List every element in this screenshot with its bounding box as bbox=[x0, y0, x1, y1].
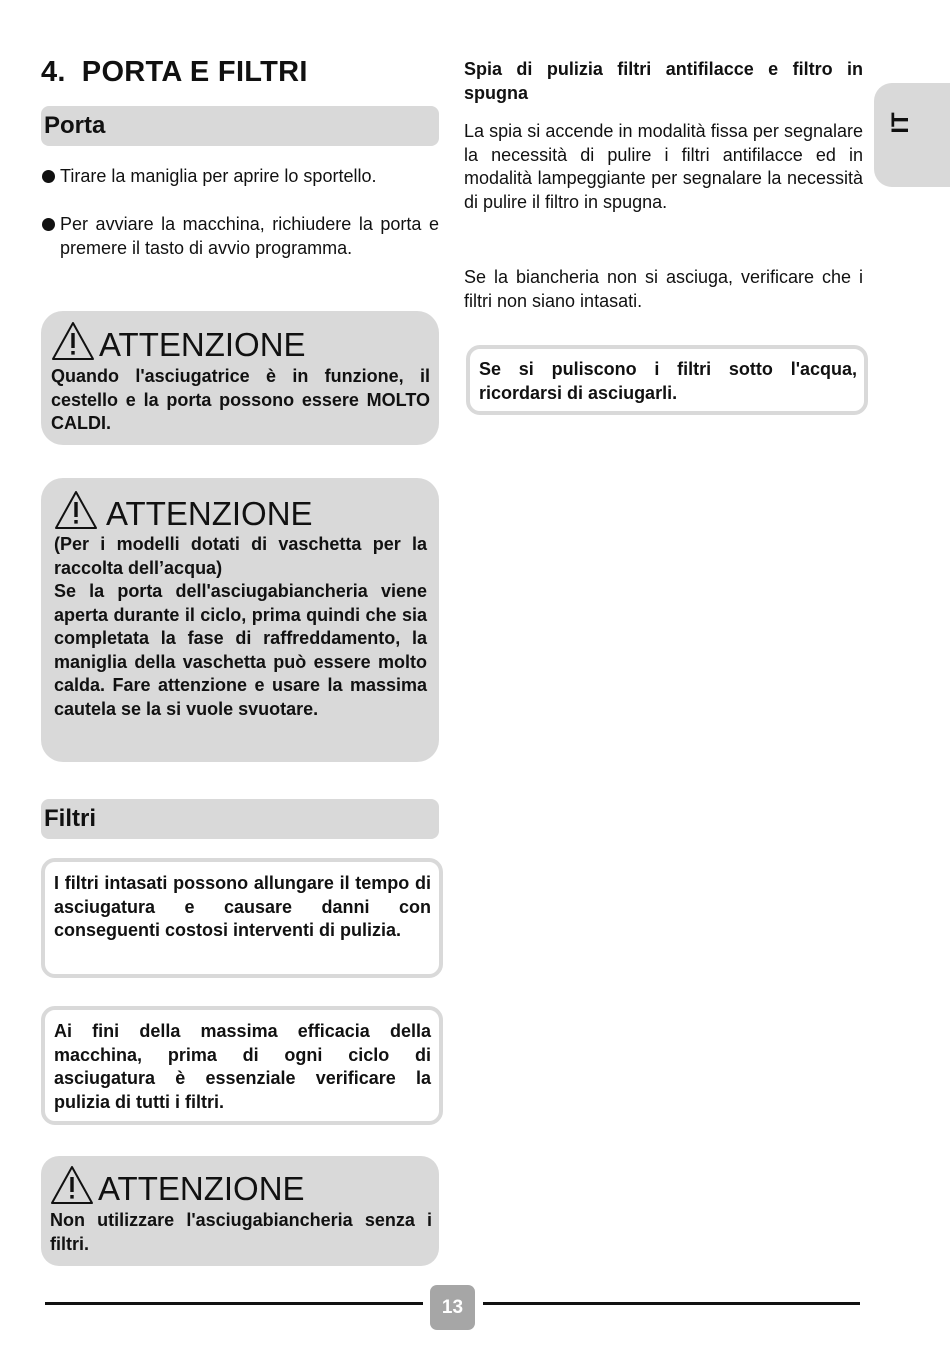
bullet-dot-icon bbox=[42, 170, 55, 183]
warning-box-water-tank bbox=[41, 478, 439, 762]
note-box-dry-filters bbox=[466, 345, 868, 415]
footer-divider-right bbox=[483, 1302, 860, 1305]
language-tab bbox=[874, 83, 950, 187]
section-title-text: PORTA E FILTRI bbox=[81, 56, 308, 88]
note-text: Ai fini della massima efficacia della macchina, prima di ogni ciclo di asciugatura è essenziale verificare la pulizia di tutti i filtri. bbox=[54, 1021, 431, 1112]
warning-text: Non utilizzare l'asciugabiancheria senza i filtri. bbox=[50, 1210, 432, 1254]
warning-label: ATTENZIONE bbox=[98, 1170, 305, 1207]
warning-text: Quando l'asciugatrice è in funzione, il cestello e la porta possono essere MOLTO CALDI. bbox=[51, 366, 430, 433]
bullet-item bbox=[41, 164, 439, 188]
warning-header bbox=[51, 321, 430, 361]
warning-header bbox=[50, 1165, 432, 1205]
warning-header bbox=[54, 490, 427, 530]
note-text: Se si puliscono i filtri sotto l'acqua, ricordarsi di asciugarli. bbox=[479, 359, 857, 403]
porta-heading-bar bbox=[41, 106, 439, 146]
warning-triangle-icon bbox=[54, 490, 98, 530]
bullet-text: Tirare la maniglia per aprire lo sportello. bbox=[60, 166, 377, 186]
note-text: I filtri intasati possono allungare il tempo di asciugatura e causare danni con conseguenti costosi interventi di pulizia. bbox=[54, 873, 431, 940]
filtri-heading: Filtri bbox=[44, 805, 96, 832]
filtri-heading-bar bbox=[41, 799, 439, 839]
filter-indicator-heading: Spia di pulizia filtri antifilacce e filtro in spugna bbox=[464, 59, 863, 103]
filter-indicator-paragraph: La spia si accende in modalità fissa per segnalare la necessità di pulire i filtri antifilacce ed in modalità lampeggiante per segnalare la necessità di pulire il filtro in spugna. bbox=[464, 121, 863, 212]
warning-text-models: (Per i modelli dotati di vaschetta per la raccolta dell’acqua) bbox=[54, 534, 427, 578]
footer-divider-left bbox=[45, 1302, 423, 1305]
bullet-text: Per avviare la macchina, richiudere la porta e premere il tasto di avvio programma. bbox=[60, 214, 439, 258]
bullet-dot-icon bbox=[42, 218, 55, 231]
warning-text: Se la porta dell'asciugabiancheria viene aperta durante il ciclo, prima quindi che sia completata la fase di raffreddamento, la maniglia della vaschetta può essere molto calda. Fare attenzione e usare la massima cautela se la si vuole svuotare. bbox=[54, 581, 427, 719]
warning-box-no-filters bbox=[41, 1156, 439, 1266]
warning-box-hot-door bbox=[41, 311, 439, 445]
note-box-check-filters bbox=[41, 1006, 443, 1125]
warning-label: ATTENZIONE bbox=[99, 326, 306, 363]
warning-triangle-icon bbox=[51, 321, 95, 361]
page-number: 13 bbox=[430, 1285, 475, 1330]
section-title bbox=[41, 56, 308, 89]
note-box-clogged-filters bbox=[41, 858, 443, 978]
warning-triangle-icon bbox=[50, 1165, 94, 1205]
bullet-item bbox=[41, 212, 439, 260]
porta-heading: Porta bbox=[44, 112, 106, 139]
section-number: 4. bbox=[41, 56, 66, 88]
warning-label: ATTENZIONE bbox=[106, 495, 313, 532]
language-tab-label: IT bbox=[887, 112, 914, 134]
laundry-not-dry-paragraph: Se la biancheria non si asciuga, verificare che i filtri non siano intasati. bbox=[464, 267, 863, 311]
